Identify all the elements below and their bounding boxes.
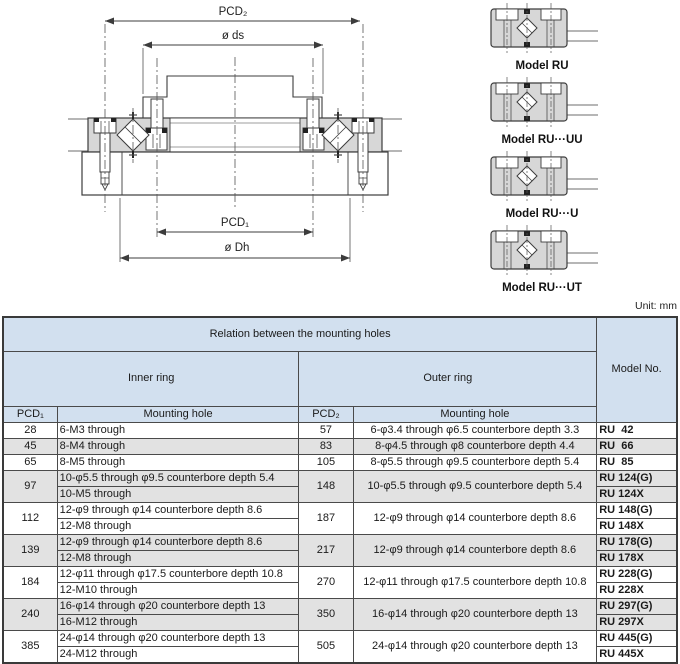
pcd2-value: 105 [299,454,353,470]
inner-mounting-hole: 10-M5 through [57,486,299,502]
bearing-cross-section-drawing [0,0,470,300]
outer-mounting-hole: 10-φ5.5 through φ9.5 counterbore depth 5.4 [353,470,597,502]
pcd2-value: 350 [299,598,353,630]
inner-mounting-hole: 12-φ11 through φ17.5 counterbore depth 10.8 [57,566,299,582]
dim-label-pcd2: PCD₂ [218,6,248,18]
inner-mounting-hole: 24-M12 through [57,646,299,663]
model-no: RU 228X [597,582,677,598]
pcd2-value: 148 [299,470,353,502]
pcd2-header: PCD₂ [299,406,353,422]
outer-mounting-hole: 6-φ3.4 through φ6.5 counterbore depth 3.3 [353,422,597,438]
outer-mounting-hole: 16-φ14 through φ20 counterbore depth 13 [353,598,597,630]
table-title: Relation between the mounting holes [3,317,597,351]
model-ru-uu-figure [485,76,625,146]
model-ru-u-section-drawing [485,150,625,202]
pcd2-value: 83 [299,438,353,454]
model-ru-ut-section-drawing [485,224,625,276]
model-no: RU 445X [597,646,677,663]
model-no: RU 85 [597,454,677,470]
model-ru-u-figure [485,150,625,220]
model-ru-ut-label: Model RU···UT [502,282,582,294]
mounting-holes-table [2,316,678,664]
unit-label: Unit: mm [635,300,677,312]
model-no: RU 148(G) [597,502,677,518]
model-no-header: Model No. [597,317,677,422]
pcd1-value: 65 [3,454,57,470]
model-ru-uu-label: Model RU···UU [501,134,583,146]
outer-mounting-hole: 24-φ14 through φ20 counterbore depth 13 [353,630,597,663]
table-row [3,438,677,454]
pcd1-value: 385 [3,630,57,663]
table-row [3,502,677,518]
model-no: RU 297(G) [597,598,677,614]
pcd1-value: 184 [3,566,57,598]
pcd2-value: 57 [299,422,353,438]
table-row [3,630,677,646]
outer-mounting-hole: 12-φ9 through φ14 counterbore depth 8.6 [353,502,597,534]
pcd2-value: 505 [299,630,353,663]
inner-mounting-hole-header: Mounting hole [57,406,299,422]
inner-mounting-hole: 24-φ14 through φ20 counterbore depth 13 [57,630,299,646]
model-ru-uu-section-drawing [485,76,625,128]
pcd2-value: 217 [299,534,353,566]
model-no: RU 228(G) [597,566,677,582]
model-no: RU 42 [597,422,677,438]
inner-mounting-hole: 12-M10 through [57,582,299,598]
table-row [3,598,677,614]
inner-mounting-hole: 8-M4 through [57,438,299,454]
pcd1-header: PCD₁ [3,406,57,422]
model-ru-u-label: Model RU···U [505,208,579,220]
inner-mounting-hole: 10-φ5.5 through φ9.5 counterbore depth 5.4 [57,470,299,486]
outer-mounting-hole: 12-φ9 through φ14 counterbore depth 8.6 [353,534,597,566]
dim-label-dh: ø Dh [224,242,250,254]
inner-mounting-hole: 8-M5 through [57,454,299,470]
model-no: RU 445(G) [597,630,677,646]
pcd2-value: 270 [299,566,353,598]
model-ru-section-drawing [485,2,625,54]
inner-mounting-hole: 12-M8 through [57,550,299,566]
model-ru-ut-figure [485,224,625,294]
inner-mounting-hole: 16-φ14 through φ20 counterbore depth 13 [57,598,299,614]
dim-label-ds: ø ds [221,30,245,42]
model-ru-figure [485,2,625,72]
pcd1-value: 139 [3,534,57,566]
pcd1-value: 240 [3,598,57,630]
model-no: RU 178(G) [597,534,677,550]
inner-mounting-hole: 12-φ9 through φ14 counterbore depth 8.6 [57,534,299,550]
inner-mounting-hole: 12-M8 through [57,518,299,534]
ring-header-row [3,351,677,406]
table-row [3,534,677,550]
pcd1-value: 28 [3,422,57,438]
table-row [3,422,677,438]
model-no: RU 148X [597,518,677,534]
model-no: RU 124(G) [597,470,677,486]
column-header-row [3,406,677,422]
outer-mounting-hole: 8-φ5.5 through φ9.5 counterbore depth 5.4 [353,454,597,470]
table-row [3,566,677,582]
pcd1-value: 45 [3,438,57,454]
outer-mounting-hole: 8-φ4.5 through φ8 counterbore depth 4.4 [353,438,597,454]
table-row [3,470,677,486]
model-no: RU 66 [597,438,677,454]
model-no: RU 124X [597,486,677,502]
inner-mounting-hole: 6-M3 through [57,422,299,438]
pcd2-value: 187 [299,502,353,534]
model-ru-label: Model RU [515,60,569,72]
inner-mounting-hole: 12-φ9 through φ14 counterbore depth 8.6 [57,502,299,518]
inner-ring-header: Inner ring [3,351,299,406]
outer-ring-header: Outer ring [299,351,597,406]
model-no: RU 297X [597,614,677,630]
pcd1-value: 97 [3,470,57,502]
dim-label-pcd1: PCD₁ [220,217,250,229]
inner-mounting-hole: 16-M12 through [57,614,299,630]
outer-mounting-hole-header: Mounting hole [353,406,597,422]
pcd1-value: 112 [3,502,57,534]
table-title-row [3,317,677,351]
outer-mounting-hole: 12-φ11 through φ17.5 counterbore depth 10.8 [353,566,597,598]
table-row [3,454,677,470]
model-no: RU 178X [597,550,677,566]
